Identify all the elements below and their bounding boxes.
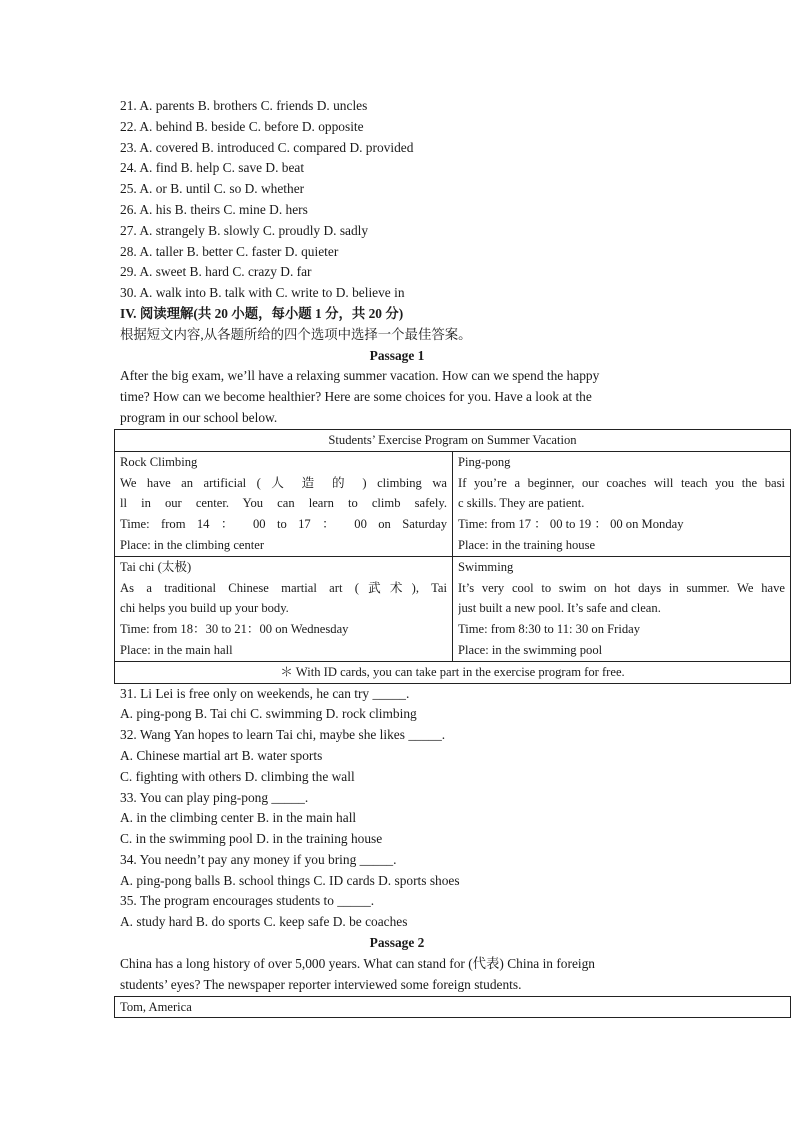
program-table-title: Students’ Exercise Program on Summer Vacation (115, 429, 791, 451)
question-33: 33. You can play ping-pong _____. (120, 789, 309, 805)
cloze-item-23: 23. A. covered B. introduced C. compared D. provided (120, 139, 414, 155)
passage-1-intro-line: program in our school below. (120, 409, 278, 425)
program-cell-ping-pong (453, 451, 791, 556)
passage-1-intro-line: time? How can we become healthier? Here are some choices for you. Have a look at the (120, 389, 592, 405)
question-34-options: A. ping-pong balls B. school things C. ID cards D. sports shoes (120, 872, 460, 888)
activity-detail: chi helps you build up your body. (120, 601, 289, 616)
activity-detail: c skills. They are patient. (458, 496, 585, 511)
cloze-item-29: 29. A. sweet B. hard C. crazy D. far (120, 264, 312, 280)
activity-detail: just built a new pool. It’s safe and clean. (458, 601, 661, 616)
passage-1-questions (0, 684, 794, 934)
question-33-options: A. in the climbing center B. in the main hall (120, 810, 357, 826)
passage-2-intro-line: students’ eyes? The newspaper reporter interviewed some foreign students. (120, 976, 522, 992)
passage-1-intro-line: After the big exam, we’ll have a relaxing summer vacation. How can we spend the happy (120, 368, 600, 384)
activity-time: Time: from 17 ： 00 to 19 ： 00 on Monday (458, 517, 684, 532)
cloze-item-27: 27. A. strangely B. slowly C. proudly D. sadly (120, 222, 369, 238)
interview-row-tom: Tom, America (115, 997, 791, 1018)
cloze-item-22: 22. A. behind B. beside C. before D. opposite (120, 118, 364, 134)
question-31-options: A. ping-pong B. Tai chi C. swimming D. rock climbing (120, 706, 417, 722)
cloze-item-28: 28. A. taller B. better C. faster D. quieter (120, 243, 339, 259)
exercise-program-table (114, 429, 791, 684)
program-cell-rock-climbing (115, 451, 453, 556)
activity-detail: If you’re a beginner, our coaches will teach you the basi (458, 475, 785, 490)
passage-1-heading: Passage 1 (369, 347, 425, 363)
activity-detail: As a traditional Chinese martial art (武术), Tai (120, 580, 447, 595)
program-table-footnote: ＊ With ID cards, you can take part in the exercise program for free. (115, 661, 791, 683)
passage-2-heading: Passage 2 (369, 935, 425, 951)
cloze-item-25: 25. A. or B. until C. so D. whether (120, 181, 305, 197)
program-cell-tai-chi (115, 556, 453, 661)
cloze-item-30: 30. A. walk into B. talk with C. write to D. believe in (120, 285, 405, 301)
activity-place: Place: in the swimming pool (458, 642, 603, 657)
question-32-options: C. fighting with others D. climbing the wall (120, 768, 355, 784)
activity-name: Rock Climbing (120, 454, 198, 469)
cloze-answer-list (0, 96, 794, 304)
section-title: IV. 阅读理解(共 20 小题，每小题 1 分，共 20 分) (120, 305, 404, 321)
question-34: 34. You needn’t pay any money if you bring _____. (120, 851, 397, 867)
activity-place: Place: in the main hall (120, 642, 233, 657)
activity-time: Time: from 8:30 to 11: 30 on Friday (458, 622, 641, 637)
question-35: 35. The program encourages students to _____. (120, 893, 375, 909)
question-35-options: A. study hard B. do sports C. keep safe D. be coaches (120, 914, 408, 930)
question-32: 32. Wang Yan hopes to learn Tai chi, maybe she likes _____. (120, 727, 446, 743)
activity-place: Place: in the climbing center (120, 537, 265, 552)
question-31: 31. Li Lei is free only on weekends, he can try _____. (120, 685, 410, 701)
section-instruction: 根据短文内容,从各题所给的四个选项中选择一个最佳答案。 (120, 326, 472, 342)
activity-name: Tai chi (太极) (120, 559, 192, 574)
activity-time: Time: from 18：30 to 21：00 on Wednesday (120, 622, 349, 637)
cloze-item-21: 21. A. parents B. brothers C. friends D. uncles (120, 98, 368, 113)
activity-detail: We have an artificial ( 人 造 的 ) climbing wa (120, 475, 447, 490)
interview-table (114, 996, 791, 1018)
exam-page (0, 96, 794, 1018)
cloze-item-24: 24. A. find B. help C. save D. beat (120, 160, 305, 176)
cloze-item-26: 26. A. his B. theirs C. mine D. hers (120, 201, 308, 217)
program-cell-swimming (453, 556, 791, 661)
passage-2-intro-line: China has a long history of over 5,000 years. What can stand for (代表) China in foreign (120, 955, 596, 971)
activity-name: Ping-pong (458, 454, 511, 469)
activity-time: Time: from 14 ： 00 to 17 ： 00 on Saturday (120, 517, 447, 532)
activity-place: Place: in the training house (458, 537, 596, 552)
question-32-options: A. Chinese martial art B. water sports (120, 747, 323, 763)
activity-detail: ll in our center. You can learn to climb safely. (120, 496, 447, 511)
activity-name: Swimming (458, 559, 514, 574)
question-33-options: C. in the swimming pool D. in the training house (120, 831, 383, 847)
activity-detail: It’s very cool to swim on hot days in summer. We have (458, 580, 785, 595)
